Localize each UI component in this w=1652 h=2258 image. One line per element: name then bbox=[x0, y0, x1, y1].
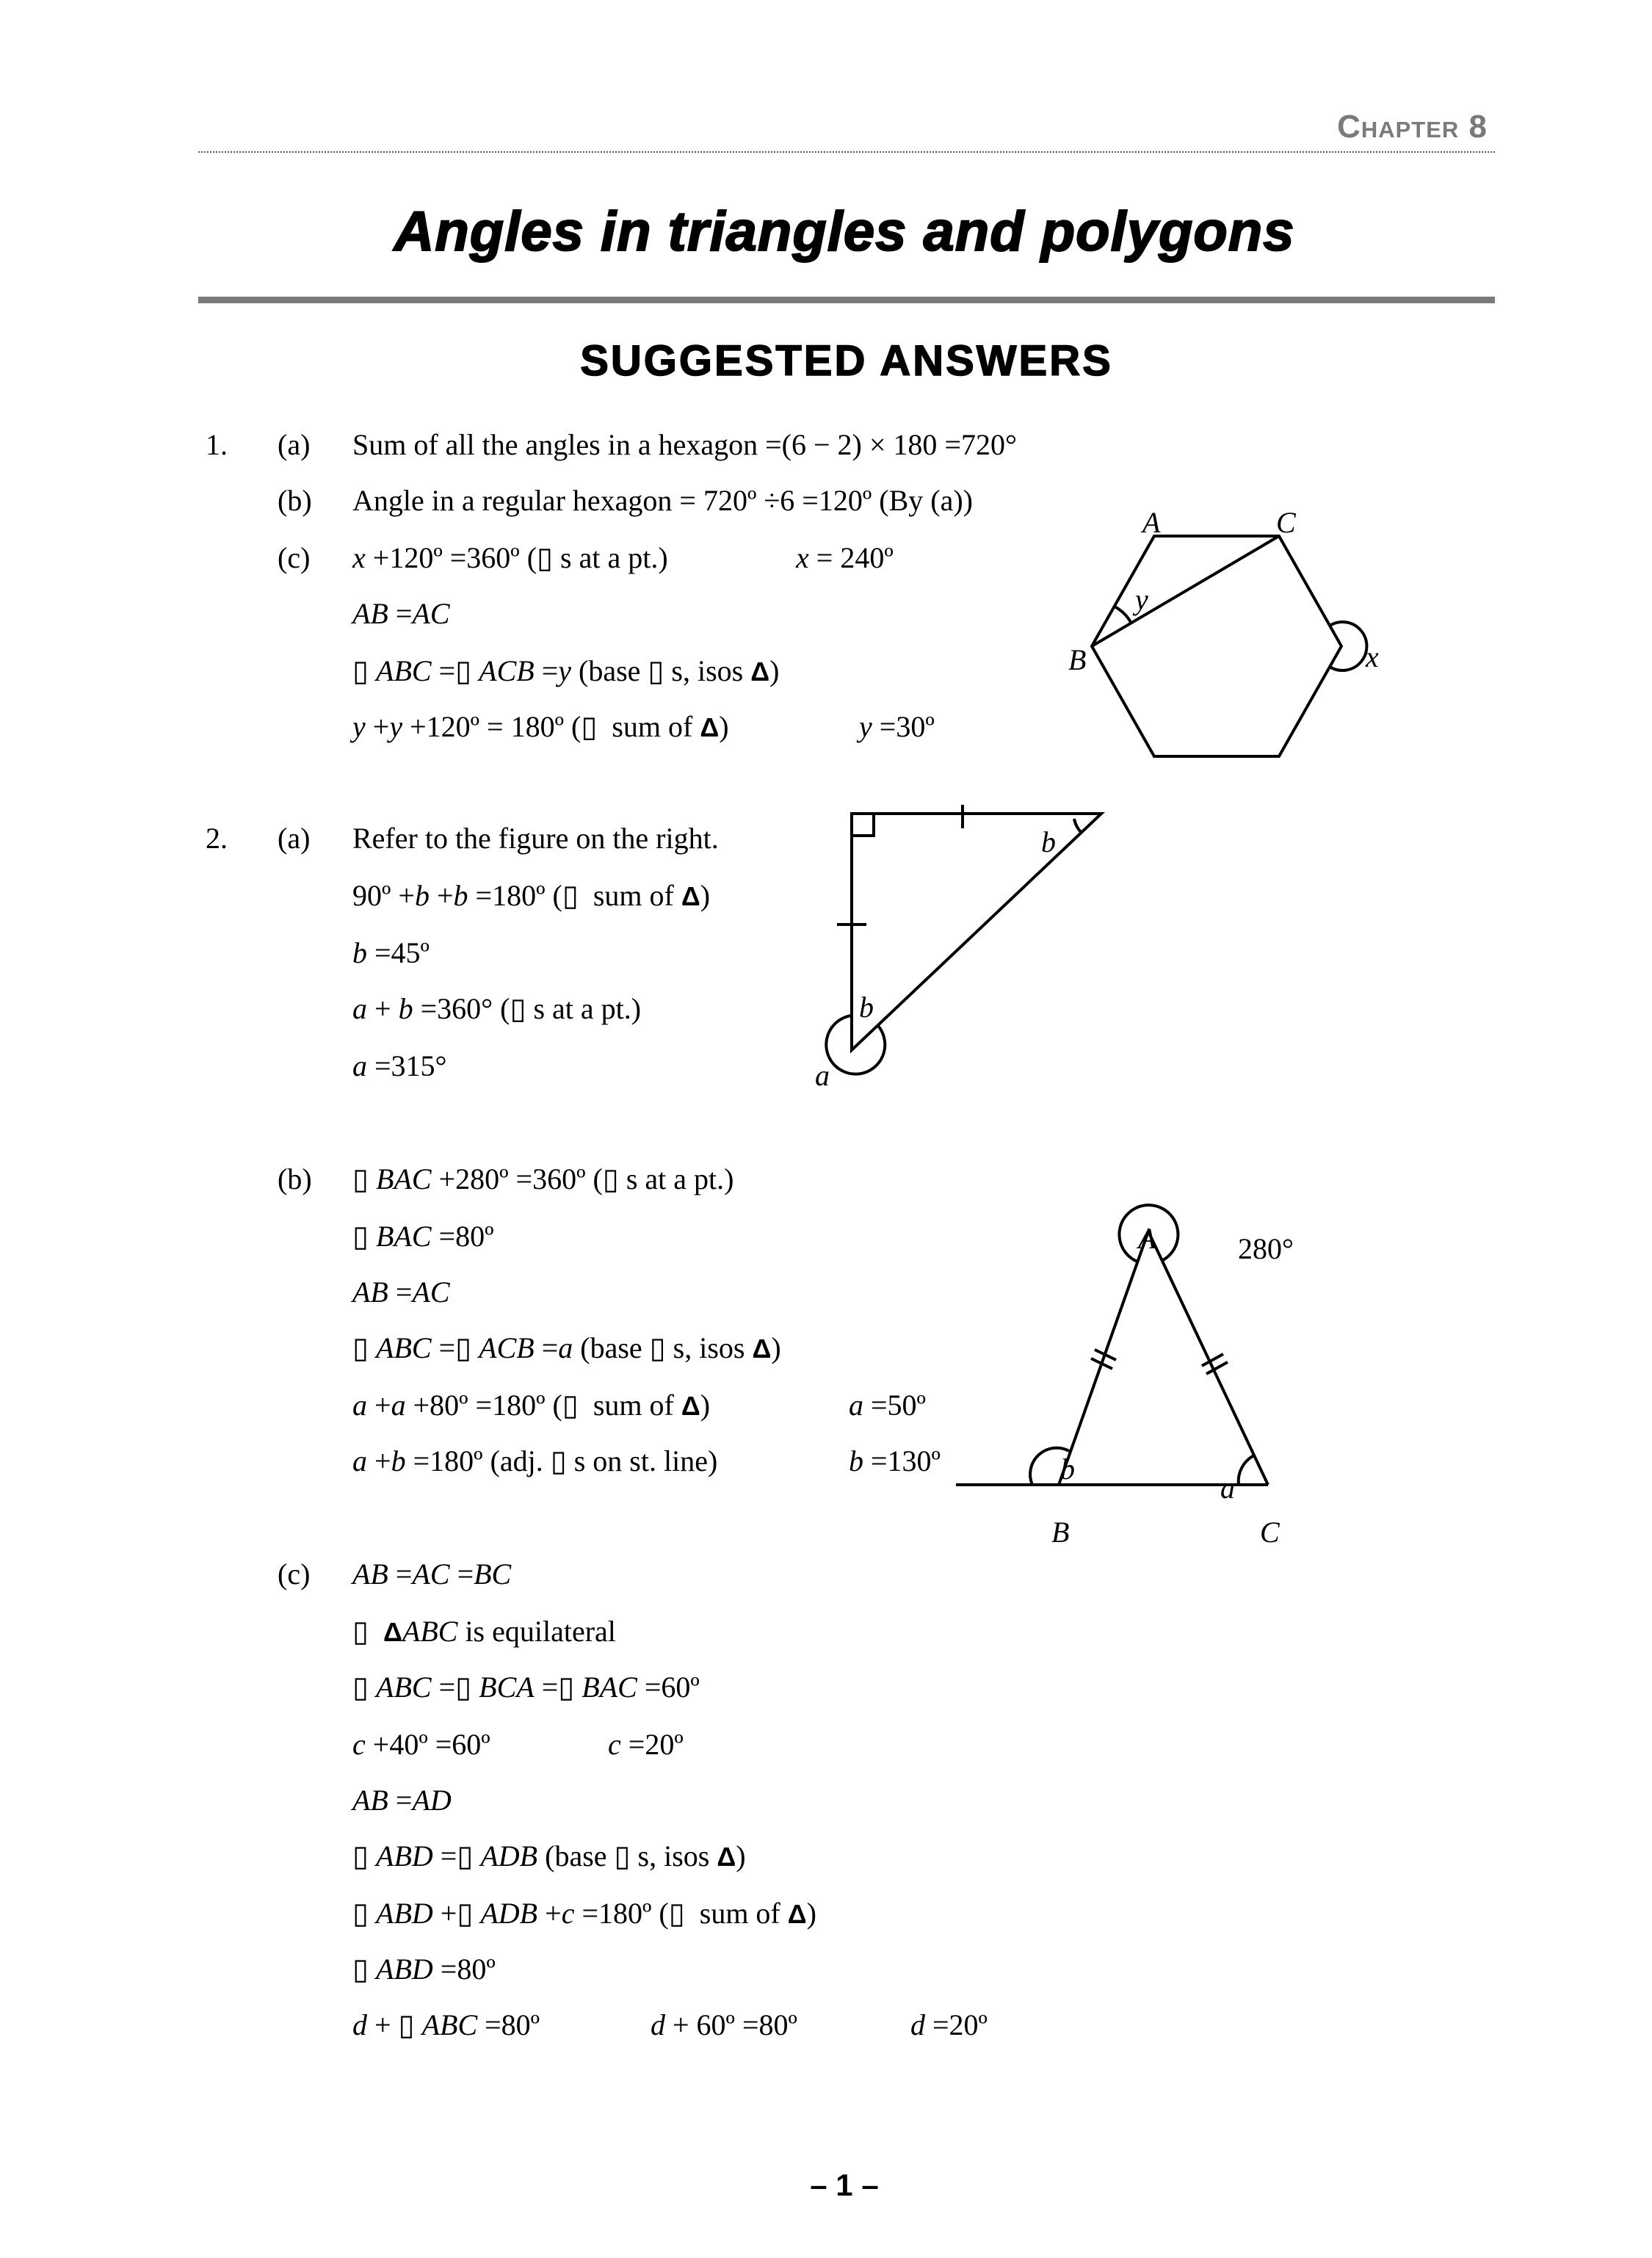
text-segment: =▯ bbox=[534, 1671, 582, 1704]
math-variable: ABC bbox=[376, 1331, 432, 1364]
math-variable: ABC bbox=[376, 654, 432, 687]
text-segment: + bbox=[367, 1389, 391, 1422]
text-segment: = bbox=[534, 1331, 559, 1364]
math-variable: AD bbox=[412, 1784, 452, 1817]
math-variable: a bbox=[849, 1389, 863, 1422]
math-variable: ABD bbox=[376, 1839, 433, 1872]
text-segment: =45º bbox=[367, 936, 430, 969]
math-variable: a bbox=[391, 1389, 406, 1422]
section-heading: SUGGESTED ANSWERS bbox=[580, 337, 1113, 385]
page-title: Angles in triangles and polygons bbox=[394, 200, 1295, 263]
text-segment: +120º = 180º (▯ sum of bbox=[402, 710, 700, 743]
math-variable: x bbox=[796, 541, 809, 574]
angle-x-arc bbox=[1330, 622, 1366, 670]
math-variable: BAC bbox=[582, 1671, 637, 1704]
triangle-symbol: Δ bbox=[700, 712, 720, 742]
label-b: B bbox=[1051, 1516, 1070, 1549]
math-variable: b bbox=[453, 879, 468, 912]
text-segment: (base ▯ s, isos bbox=[537, 1839, 717, 1872]
text-segment: (base ▯ s, isos bbox=[573, 1331, 753, 1364]
triangle-symbol: Δ bbox=[717, 1842, 736, 1872]
math-variable: a bbox=[352, 1389, 367, 1422]
text-segment: Angle in a regular hexagon = 720º ÷6 =120º (By (a)) bbox=[352, 484, 973, 517]
text-segment: + bbox=[537, 1897, 562, 1930]
label-b: B bbox=[1068, 643, 1087, 676]
math-variable: ADB bbox=[480, 1839, 538, 1872]
math-variable: a bbox=[558, 1331, 573, 1364]
math-variable: BCA bbox=[479, 1671, 535, 1704]
text-segment: =360° (▯ s at a pt.) bbox=[413, 992, 642, 1025]
label-a-angle: a bbox=[1220, 1472, 1235, 1505]
label-b: b bbox=[859, 991, 874, 1024]
text-segment: +40º =60º bbox=[365, 1728, 490, 1761]
text-segment: + 60º =80º bbox=[665, 2008, 797, 2041]
math-variable: ADB bbox=[480, 1897, 538, 1930]
angle-b-arc bbox=[1074, 819, 1082, 833]
text-segment: ▯ bbox=[352, 1615, 384, 1648]
label-a: a bbox=[815, 1059, 830, 1092]
text-segment: =130º bbox=[863, 1444, 941, 1477]
math-variable: y bbox=[389, 710, 403, 743]
text-segment: = bbox=[534, 654, 559, 687]
text-segment: ) bbox=[806, 1897, 816, 1930]
triangle-symbol: Δ bbox=[383, 1617, 402, 1647]
text-segment: + bbox=[365, 710, 390, 743]
text-segment: 90º + bbox=[352, 879, 415, 912]
math-variable: d bbox=[651, 2008, 665, 2041]
text-segment: +280º =360º (▯ s at a pt.) bbox=[431, 1162, 734, 1195]
math-variable: c bbox=[352, 1728, 366, 1761]
label-x: x bbox=[1366, 640, 1379, 673]
part-label: (b) bbox=[278, 484, 312, 517]
hexagon-figure bbox=[1068, 506, 1379, 756]
text-segment: =315° bbox=[367, 1049, 447, 1082]
text-segment: ) bbox=[719, 710, 729, 743]
right-angle-marker bbox=[852, 814, 874, 836]
math-variable: ABD bbox=[376, 1953, 433, 1986]
triangle-symbol: Δ bbox=[752, 1334, 772, 1364]
text-segment: +80º =180º (▯ sum of bbox=[405, 1389, 681, 1422]
math-variable: ABC bbox=[402, 1615, 458, 1648]
label-y: y bbox=[1135, 583, 1148, 616]
math-variable: d bbox=[910, 2008, 925, 2041]
math-variable: c bbox=[561, 1897, 575, 1930]
right-triangle-figure bbox=[815, 805, 1101, 1092]
page-number: – 1 – bbox=[810, 2168, 879, 2202]
math-variable: BAC bbox=[376, 1220, 432, 1253]
math-variable: ACB bbox=[479, 654, 535, 687]
text-segment: =▯ bbox=[431, 1331, 479, 1364]
text-segment: ▯ bbox=[352, 1671, 377, 1704]
math-variable: a bbox=[352, 1049, 367, 1082]
text-segment: ) bbox=[771, 1331, 781, 1364]
math-variable: ACB bbox=[479, 1331, 535, 1364]
math-variable: AB bbox=[352, 1275, 388, 1309]
text-segment: + bbox=[367, 992, 399, 1025]
math-variable: d bbox=[352, 2008, 367, 2041]
chapter-label: Chapter 8 bbox=[1337, 109, 1488, 145]
question-number: 2. bbox=[206, 822, 228, 855]
angle-280-label: 280° bbox=[1238, 1232, 1294, 1265]
text-segment: =▯ bbox=[431, 654, 479, 687]
angle-y-arc bbox=[1115, 607, 1131, 623]
text-segment: =20º bbox=[620, 1728, 684, 1761]
math-variable: c bbox=[608, 1728, 621, 1761]
part-label: (c) bbox=[278, 1557, 311, 1591]
text-segment: ▯ bbox=[352, 1839, 377, 1872]
text-segment: =30º bbox=[872, 710, 935, 743]
text-segment: = bbox=[449, 1557, 474, 1591]
math-variable: y bbox=[352, 710, 366, 743]
text-segment: ) bbox=[769, 654, 780, 687]
text-segment: + bbox=[367, 1444, 391, 1477]
triangle-shape bbox=[852, 814, 1101, 1050]
math-variable: AB bbox=[352, 597, 388, 630]
text-segment: =180º (adj. ▯ s on st. line) bbox=[405, 1444, 718, 1477]
text-segment: = bbox=[388, 597, 413, 630]
label-b-angle: b bbox=[1060, 1452, 1075, 1486]
math-variable: b bbox=[391, 1444, 406, 1477]
math-variable: b bbox=[414, 879, 430, 912]
text-segment: =60º bbox=[637, 1671, 700, 1704]
triangle-sides bbox=[1059, 1231, 1268, 1485]
text-segment: ▯ bbox=[352, 1331, 377, 1364]
text-segment: is equilateral bbox=[457, 1615, 616, 1648]
part-label: (b) bbox=[278, 1162, 312, 1195]
math-variable: BAC bbox=[376, 1162, 432, 1195]
text-segment: =▯ bbox=[432, 1839, 481, 1872]
diagonal-bc bbox=[1092, 536, 1279, 646]
angle-a-arc bbox=[1239, 1455, 1254, 1485]
text-segment: Refer to the figure on the right. bbox=[352, 822, 719, 855]
math-variable: b bbox=[849, 1444, 863, 1477]
text-segment: =180º (▯ sum of bbox=[574, 1897, 788, 1930]
math-variable: AB bbox=[352, 1557, 388, 1591]
text-segment: = bbox=[388, 1784, 413, 1817]
text-segment: + bbox=[429, 879, 454, 912]
text-segment: = bbox=[388, 1557, 413, 1591]
text-segment: +120º =360º (▯ s at a pt.) bbox=[365, 541, 668, 574]
text-segment: =▯ bbox=[431, 1671, 479, 1704]
text-segment: (base ▯ s, isos bbox=[571, 654, 751, 687]
text-segment: =50º bbox=[863, 1389, 926, 1422]
triangle-symbol: Δ bbox=[681, 881, 700, 911]
text-segment: +▯ bbox=[432, 1897, 481, 1930]
text-segment: ▯ bbox=[352, 654, 377, 687]
label-b: b bbox=[1041, 825, 1056, 858]
text-segment: ) bbox=[700, 1389, 711, 1422]
part-label: (a) bbox=[278, 428, 311, 461]
math-variable: AC bbox=[412, 1275, 450, 1309]
math-variable: ABC bbox=[421, 2008, 478, 2041]
math-variable: y bbox=[558, 654, 572, 687]
math-variable: a bbox=[352, 992, 367, 1025]
math-variable: x bbox=[352, 541, 366, 574]
triangle-symbol: Δ bbox=[681, 1391, 700, 1421]
label-a: A bbox=[1142, 506, 1161, 539]
text-segment: ▯ bbox=[352, 1162, 377, 1195]
triangle-symbol: Δ bbox=[787, 1899, 807, 1929]
text-segment: ▯ bbox=[352, 1897, 377, 1930]
math-variable: ABD bbox=[376, 1897, 433, 1930]
math-variable: a bbox=[352, 1444, 367, 1477]
math-variable: BC bbox=[474, 1557, 512, 1591]
math-variable: y bbox=[859, 710, 872, 743]
text-segment: Sum of all the angles in a hexagon =(6 − 2) × 180 =720° bbox=[352, 428, 1017, 461]
text-segment: ▯ bbox=[352, 1220, 377, 1253]
part-label: (a) bbox=[278, 822, 311, 855]
text-segment: ) bbox=[736, 1839, 746, 1872]
label-c: C bbox=[1260, 1516, 1280, 1549]
text-segment: + ▯ bbox=[367, 2008, 422, 2041]
text-segment: =80º bbox=[477, 2008, 540, 2041]
math-variable: ABC bbox=[376, 1671, 432, 1704]
label-c: C bbox=[1276, 506, 1296, 539]
triangle-symbol: Δ bbox=[750, 656, 770, 687]
text-segment: =80º bbox=[431, 1220, 494, 1253]
text-segment: ▯ bbox=[352, 1953, 377, 1986]
label-a: A bbox=[1138, 1222, 1156, 1255]
isosceles-figure bbox=[956, 1205, 1294, 1549]
text-segment: =180º (▯ sum of bbox=[468, 879, 681, 912]
math-variable: AC bbox=[412, 1557, 450, 1591]
question-number: 1. bbox=[206, 428, 228, 461]
part-label: (c) bbox=[278, 541, 311, 574]
math-variable: b bbox=[352, 936, 367, 969]
text-segment: ) bbox=[700, 879, 711, 912]
text-segment: =20º bbox=[925, 2008, 988, 2041]
text-segment: = 240º bbox=[808, 541, 894, 574]
text-segment: = bbox=[388, 1275, 413, 1309]
hexagon-shape bbox=[1092, 536, 1341, 756]
math-variable: b bbox=[398, 992, 413, 1025]
math-variable: AB bbox=[352, 1784, 388, 1817]
math-variable: AC bbox=[412, 597, 450, 630]
text-segment: =80º bbox=[432, 1953, 496, 1986]
